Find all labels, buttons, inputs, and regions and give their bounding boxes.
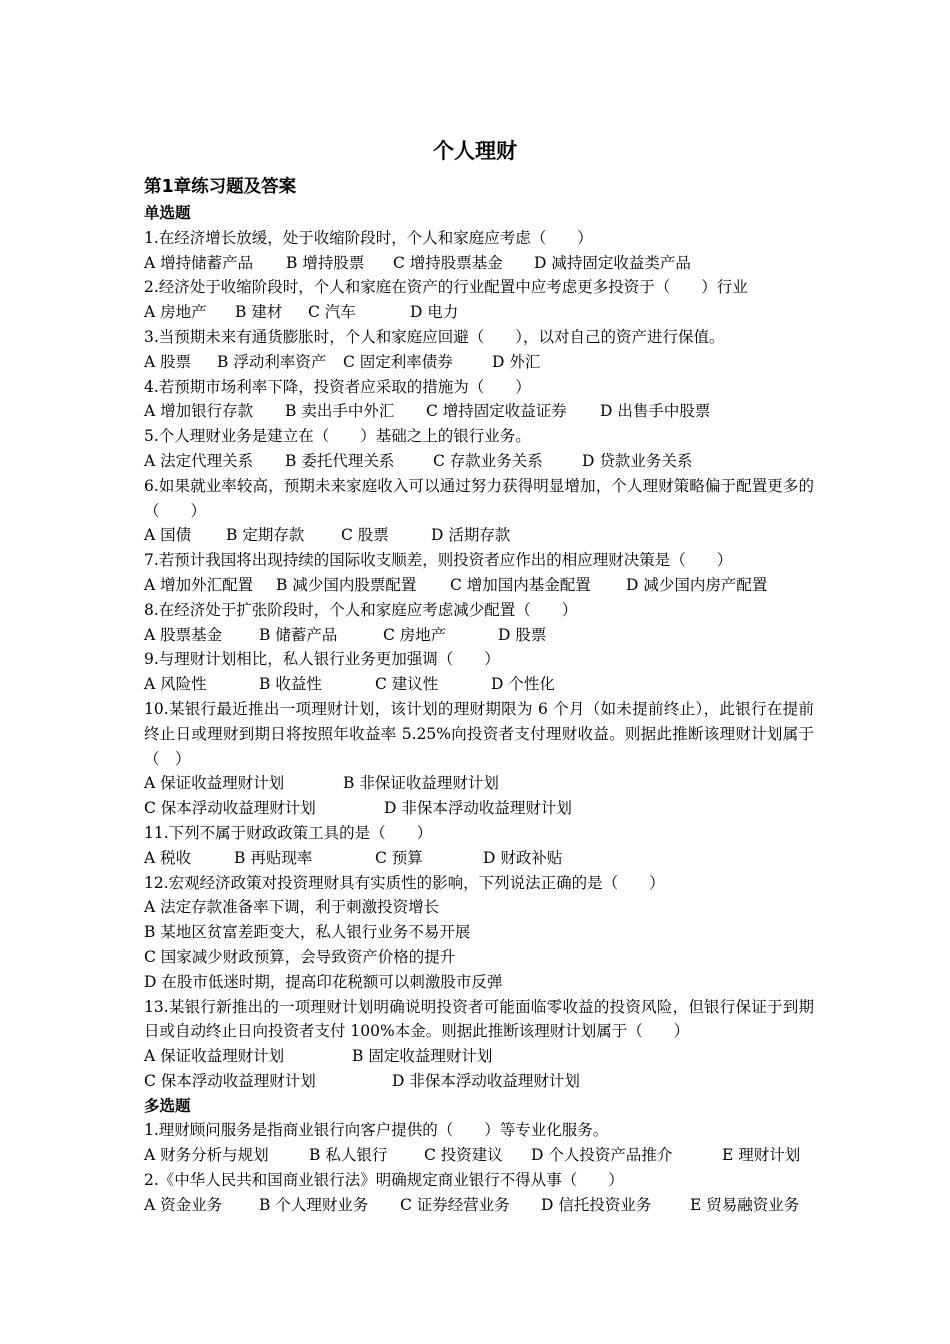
document-title: 个人理财 [433,139,517,163]
option: C 增加国内基金配置 [450,575,591,594]
option: A 股票 [144,352,192,371]
question-text: 1.在经济增长放缓，处于收缩阶段时，个人和家庭应考虑（ ） [144,228,593,247]
options-row [144,846,814,871]
option: C 投资建议 [424,1146,503,1165]
options-row [144,1193,814,1218]
option: B 私人银行 [309,1146,388,1165]
chapter-heading: 第1章练习题及答案 [144,177,297,197]
question-text: 8.在经济处于扩张阶段时，个人和家庭应考虑减少配置（ ） [144,600,578,619]
option: D 活期存款 [431,526,511,545]
options-row [144,672,814,697]
option: A 资金业务 [144,1195,223,1214]
question-text: 6.如果就业率较高，预期未来家庭收入可以通过努力获得明显增加，个人理财策略偏于配置更多的（ ） [144,476,814,520]
option: B 非保证收益理财计划 [343,774,499,793]
options-row [144,449,814,474]
multiple-choice-heading: 多选题 [144,1096,191,1115]
option: B 建材 [235,303,283,322]
option: B 再贴现率 [234,848,313,867]
option: D 在股市低迷时期，提高印花税额可以刺激股市反弹 [144,972,503,991]
option: A 保证收益理财计划 [144,774,285,793]
options-row [144,350,814,375]
option: D 出售手中股票 [600,402,711,421]
option: C 建议性 [375,675,439,694]
option: A 国债 [144,526,192,545]
option: A 增加外汇配置 [144,575,254,594]
option: C 存款业务关系 [433,451,543,470]
option: B 储蓄产品 [259,625,338,644]
question-text: 13.某银行新推出的一项理财计划明确说明投资者可能面临零收益的投资风险，但银行保证于到期日或自动终止日向投资者支付 100%本金。则据此推断该理财计划属于（ ） [144,997,814,1041]
option: D 股票 [498,625,547,644]
options-row [144,1143,814,1168]
question-text: 3.当预期未来有通货膨胀时，个人和家庭应回避（ ），以对自己的资产进行保值。 [144,327,725,346]
options-row [144,251,814,276]
option: B 增持股票 [286,253,365,272]
options-row [144,523,814,548]
option: C 增持股票基金 [393,253,503,272]
option: A 房地产 [144,303,207,322]
option: E 理财计划 [722,1146,801,1165]
option: C 股票 [341,526,389,545]
option: A 增持储蓄产品 [144,253,254,272]
options-row [144,796,814,821]
option: D 个人投资产品推介 [531,1146,673,1165]
option: A 增加银行存款 [144,402,254,421]
option: B 固定收益理财计划 [352,1047,493,1066]
option: D 非保本浮动收益理财计划 [392,1071,580,1090]
option: C 预算 [375,848,423,867]
option: C 保本浮动收益理财计划 [144,1071,316,1090]
option: B 浮动利率资产 [217,352,327,371]
option: C 保本浮动收益理财计划 [144,799,316,818]
option: B 卖出手中外汇 [285,402,395,421]
option: D 减少国内房产配置 [626,575,768,594]
option: A 税收 [144,848,192,867]
option: C 证券经营业务 [400,1195,510,1214]
option: A 法定代理关系 [144,451,254,470]
options-row [144,399,814,424]
question-text: 2.经济处于收缩阶段时，个人和家庭在资产的行业配置中应考虑更多投资于（ ）行业 [144,278,748,297]
question-text: 2.《中华人民共和国商业银行法》明确规定商业银行不得从事（ ） [144,1171,624,1190]
question-text: 10.某银行最近推出一项理财计划，该计划的理财期限为 6 个月（如未提前终止），此银行在提前终止日或理财到期日将按照年收益率 5.25%向投资者支付理财收益。则据此推断该理财计划属于（ ） [144,699,814,768]
option: A 风险性 [144,675,207,694]
option: D 个性化 [491,675,555,694]
option: B 收益性 [259,675,322,694]
option: C 固定利率债券 [343,352,453,371]
option: D 财政补贴 [483,848,563,867]
option: D 贷款业务关系 [582,451,693,470]
option: C 汽车 [308,303,356,322]
question-text: 11.下列不属于财政政策工具的是（ ） [144,823,433,842]
option: A 法定存款准备率下调，利于刺激投资增长 [144,898,440,917]
document-body [144,174,814,1218]
option: D 外汇 [492,352,541,371]
options-row [144,573,814,598]
option: A 保证收益理财计划 [144,1047,285,1066]
option: B 减少国内股票配置 [276,575,417,594]
option: D 电力 [410,303,459,322]
option: A 财务分析与规划 [144,1146,269,1165]
question-text: 1.理财顾问服务是指商业银行向客户提供的（ ）等专业化服务。 [144,1121,609,1140]
option: D 信托投资业务 [541,1195,652,1214]
option: E 贸易融资业务 [690,1195,800,1214]
question-text: 9.与理财计划相比，私人银行业务更加强调（ ） [144,650,500,669]
option: B 委托代理关系 [285,451,395,470]
single-choice-heading: 单选题 [144,204,191,222]
question-text: 5.个人理财业务是建立在（ ）基础之上的银行业务。 [144,427,531,446]
options-row [144,1044,814,1069]
option: B 个人理财业务 [259,1195,369,1214]
option: C 国家减少财政预算，会导致资产价格的提升 [144,947,456,966]
option: A 股票基金 [144,625,223,644]
option: B 某地区贫富差距变大，私人银行业务不易开展 [144,923,471,942]
options-row [144,300,814,325]
options-row [144,1069,814,1094]
option: D 减持固定收益类产品 [534,253,691,272]
question-text: 4.若预期市场利率下降，投资者应采取的措施为（ ） [144,377,531,396]
option: C 房地产 [383,625,447,644]
options-row [144,623,814,648]
option: D 非保本浮动收益理财计划 [384,799,572,818]
options-row [144,771,814,796]
question-text: 12.宏观经济政策对投资理财具有实质性的影响，下列说法正确的是（ ） [144,873,665,892]
option: B 定期存款 [226,526,305,545]
question-text: 7.若预计我国将出现持续的国际收支顺差，则投资者应作出的相应理财决策是（ ） [144,551,733,570]
option: C 增持固定收益证券 [426,402,567,421]
